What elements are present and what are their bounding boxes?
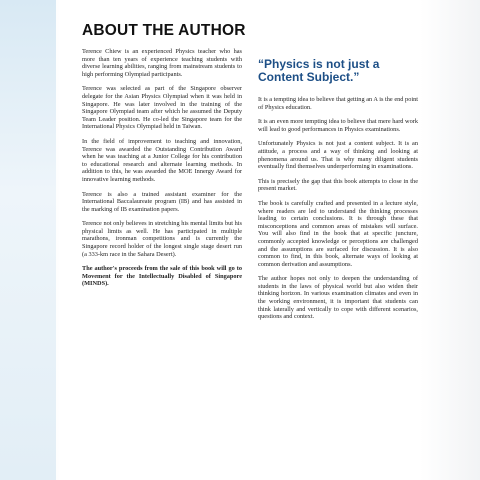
about-author-column [82, 22, 246, 288]
author-bio [82, 48, 242, 288]
bio-paragraph: Terence was selected as part of the Singapore observer delegate for the Asian Physics Olympiad when it was held in Singapore. He was later involved in the training of the Singapore Olympiad team after which he assumed the Deputy Team Leader position. He co-led the Singapore team for the International Physics Olympiad held in Taiwan. [82, 85, 242, 131]
blurb-body [258, 96, 418, 321]
blurb-quote: “Physics is not just a Content Subject.” [258, 57, 380, 84]
decorative-sky-strip [0, 0, 56, 480]
blurb-paragraph: The book is carefully crafted and presented in a lecture style, where readers are led to understand the thinking processes leading to certain conclusions. It is through these that misconceptions and common areas of mistakes will surface. You will also find in the book that at specific juncture, commonly accepted knowledge or perceptions are challenged and the assumptions are surfaced for discussion. It is also common to find, in this book, alternate ways of looking at common derivation and assumptions. [258, 199, 418, 268]
bio-paragraph: Terence is also a trained assistant examiner for the International Baccalaureate program (IB) and has assisted in the marking of IB examination papers. [82, 190, 242, 213]
blurb-paragraph: The author hopes not only to deepen the understanding of students in the laws of physical world but also widen their thinking horizon. In various examination climates and even in the working environment, it is important that students can think laterally and vertically to cope with different scenarios, questions and context. [258, 275, 418, 321]
about-author-heading: ABOUT THE AUTHOR [82, 22, 246, 39]
bio-paragraph: In the field of improvement to teaching and innovation, Terence was awarded the Outstanding Contribution Award when he was teaching at a Junior College for his contribution to educational research and alternate learning methods. In addition to this, he was awarded the MOE Innergy Award for innovative learning methods. [82, 137, 242, 183]
blurb-paragraph: This is precisely the gap that this book attempts to close in the present market. [258, 177, 418, 193]
book-blurb-column [258, 58, 418, 321]
proceeds-note: The author's proceeds from the sale of this book will go to Movement for the Intellectually Disabled of Singapore (MINDS). [82, 265, 242, 288]
bio-paragraph: Terence not only believes in stretching his mental limits but his physical limits as well. He has participated in multiple marathons, ironman competitions and is currently the Singapore record holder of the longest single stage desert run (a 333-km race in the Sahara Desert). [82, 220, 242, 258]
blurb-paragraph: It is a tempting idea to believe that getting an A is the end point of Physics education. [258, 96, 418, 111]
bio-paragraph: Terence Chiew is an experienced Physics teacher who has more than ten years of experience teaching students with diverse learning abilities, ranging from mainstream students to high performing Olympiad participants. [82, 48, 242, 78]
blurb-paragraph: Unfortunately Physics is not just a content subject. It is an attitude, a process and a way of thinking and looking at phenomena around us. That is why many diligent students eventually find themselves underperforming in examinations. [258, 140, 418, 171]
blurb-paragraph: It is an even more tempting idea to believe that mere hard work will lead to good performances in Physics examinations. [258, 118, 418, 133]
